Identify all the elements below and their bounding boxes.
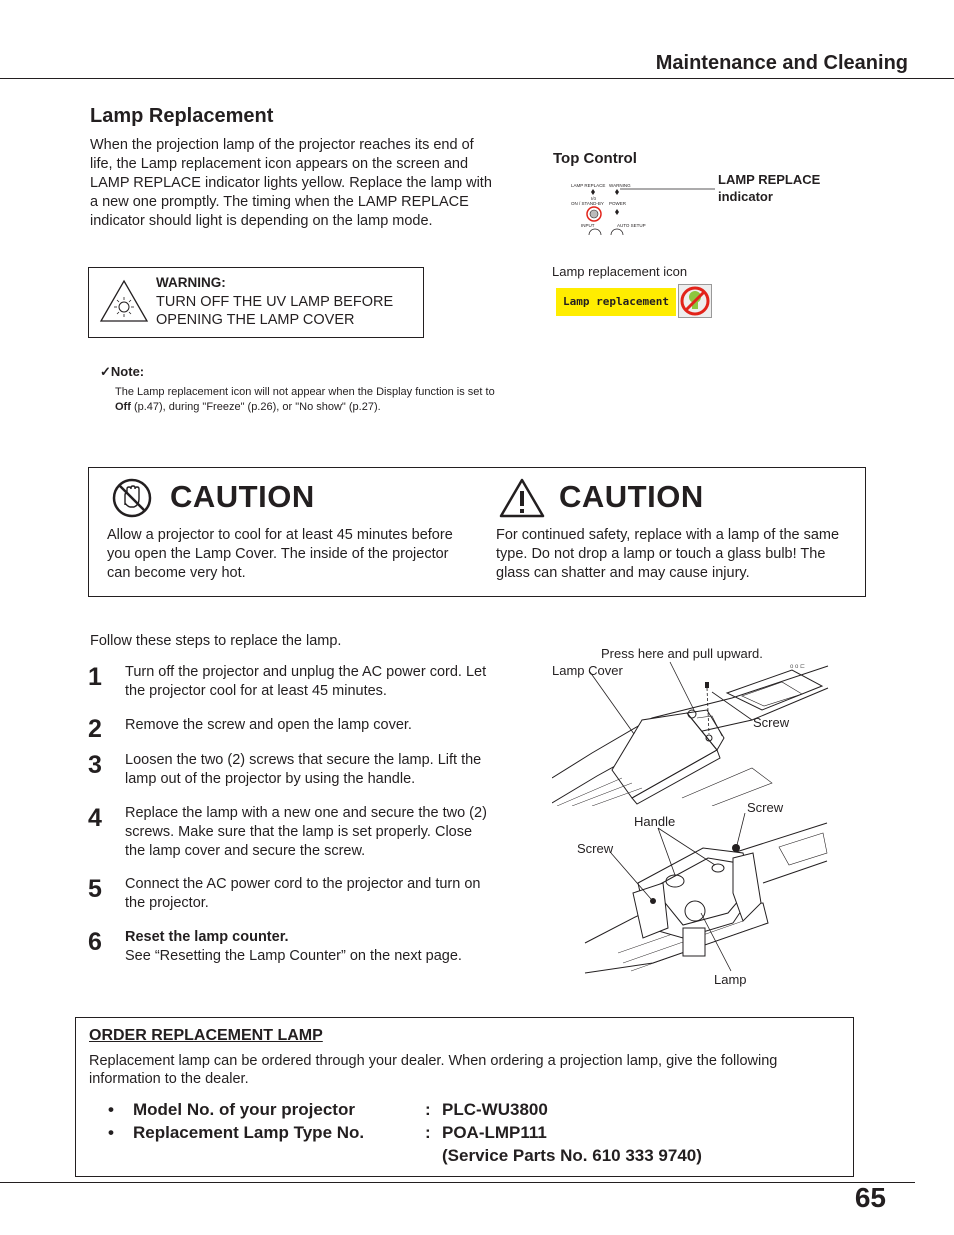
caution-text-right: For continued safety, replace with a lamp of the same type. Do not drop a lamp or touch a glass bulb! The glass can shatter and may cause injury. bbox=[496, 527, 840, 581]
exclamation-warning-icon bbox=[499, 477, 545, 519]
check-icon: ✓ bbox=[100, 364, 111, 379]
order-text: Replacement lamp can be ordered through your dealer. When ordering a projection lamp, give the following information to the dealer. bbox=[89, 1053, 778, 1087]
panel-power-label: POWER bbox=[609, 201, 627, 206]
step-number: 4 bbox=[88, 804, 102, 832]
lamp-replacement-icon-text: Lamp replacement bbox=[556, 288, 676, 316]
footer-rule bbox=[0, 1182, 915, 1183]
lamp-removal-illustration bbox=[583, 813, 829, 975]
order-title: ORDER REPLACEMENT LAMP bbox=[89, 1027, 323, 1044]
caution-title-left: CAUTION bbox=[170, 479, 315, 514]
warning-title: WARNING: bbox=[156, 275, 226, 290]
panel-warning-label: WARNING bbox=[609, 183, 631, 188]
bullet-icon: • bbox=[108, 1100, 114, 1119]
caution-text-left: Allow a projector to cool for at least 45 minutes before you open the Lamp Cover. The inside of the projector can become very hot. bbox=[107, 527, 453, 581]
lamp-replace-indicator-label: LAMP REPLACE indicator bbox=[718, 172, 821, 204]
handle-label: Handle bbox=[634, 814, 676, 829]
lamp-cover-label: Lamp Cover bbox=[552, 663, 623, 678]
step-number: 6 bbox=[88, 928, 102, 956]
step-text: Loosen the two (2) screws that secure the lamp. Lift the lamp out of the projector by using the handle. bbox=[125, 752, 482, 787]
svg-text:I/ö: I/ö bbox=[591, 196, 597, 201]
warning-box bbox=[88, 267, 424, 338]
note-text: The Lamp replacement icon will not appear when the Display function is set to Off (p.47), during "Freeze" (p.26), or "No show" (p.27). bbox=[115, 386, 495, 413]
uv-warning-icon bbox=[99, 278, 149, 324]
step-text: Reset the lamp counter. See “Resetting the Lamp Counter” on the next page. bbox=[125, 929, 462, 964]
caution-title-right: CAUTION bbox=[559, 479, 704, 514]
caution-box bbox=[88, 467, 866, 597]
order-row-sep: : bbox=[425, 1123, 431, 1142]
panel-lamp-replace-label: LAMP REPLACE bbox=[571, 183, 606, 188]
top-control-panel-diagram bbox=[565, 175, 717, 235]
lamp-cover-illustration bbox=[552, 658, 830, 806]
step-number: 3 bbox=[88, 751, 102, 779]
order-row-value: POA-LMP111 bbox=[442, 1123, 547, 1142]
order-row-value: PLC-WU3800 bbox=[442, 1100, 548, 1119]
order-box bbox=[75, 1017, 854, 1177]
screw-left-label: Screw bbox=[577, 841, 614, 856]
step-text: Remove the screw and open the lamp cover. bbox=[125, 717, 412, 733]
section-title: Lamp Replacement bbox=[90, 105, 274, 127]
panel-on-standby-label: ON / STAND-BY bbox=[571, 201, 604, 206]
step-text: Replace the lamp with a new one and secure the two (2) screws. Make sure that the lamp is set properly. Close the lamp cover and secure the screw. bbox=[125, 805, 487, 859]
order-row-label: Model No. of your projector bbox=[133, 1100, 355, 1119]
order-row-sep: : bbox=[425, 1100, 431, 1119]
panel-input-label: INPUT bbox=[581, 223, 595, 228]
step-number: 5 bbox=[88, 875, 102, 903]
lamp-icon-label: Lamp replacement icon bbox=[552, 264, 688, 279]
header-rule bbox=[0, 78, 954, 79]
screw-label: Screw bbox=[753, 715, 790, 730]
section-header: Maintenance and Cleaning bbox=[655, 52, 908, 74]
step-text: Turn off the projector and unplug the AC power cord. Let the projector cool for at least 45 minutes. bbox=[125, 664, 487, 699]
page-number: 65 bbox=[854, 1182, 886, 1213]
steps-intro: Follow these steps to replace the lamp. bbox=[90, 633, 342, 649]
screw-right-label: Screw bbox=[747, 800, 784, 815]
panel-auto-setup-label: AUTO SETUP bbox=[617, 223, 646, 228]
lamp-bulb-icon bbox=[678, 284, 712, 318]
press-here-label: Press here and pull upward. bbox=[601, 646, 763, 661]
bullet-icon: • bbox=[108, 1123, 114, 1142]
step-number: 2 bbox=[88, 715, 102, 743]
intro-text: When the projection lamp of the projector reaches its end of life, the Lamp replacement icon appears on the screen and LAMP REPLACE indicator lights yellow. Replace the lamp with a new one promptly. The timing when the LAMP REPLACE indicator should light is depending on the lamp mode. bbox=[90, 137, 492, 229]
svg-text:o o ⊏: o o ⊏ bbox=[790, 664, 806, 670]
note-title: ✓Note: bbox=[100, 364, 145, 379]
lamp-label: Lamp bbox=[714, 972, 747, 987]
step-number: 1 bbox=[88, 663, 102, 691]
order-row-label: Replacement Lamp Type No. bbox=[133, 1123, 365, 1142]
top-control-title: Top Control bbox=[553, 150, 637, 167]
step-text: Connect the AC power cord to the projector and turn on the projector. bbox=[125, 876, 481, 911]
service-parts-number: (Service Parts No. 610 333 9740) bbox=[442, 1146, 702, 1165]
no-touch-icon bbox=[111, 477, 153, 519]
warning-text: TURN OFF THE UV LAMP BEFORE OPENING THE LAMP COVER bbox=[156, 294, 394, 328]
